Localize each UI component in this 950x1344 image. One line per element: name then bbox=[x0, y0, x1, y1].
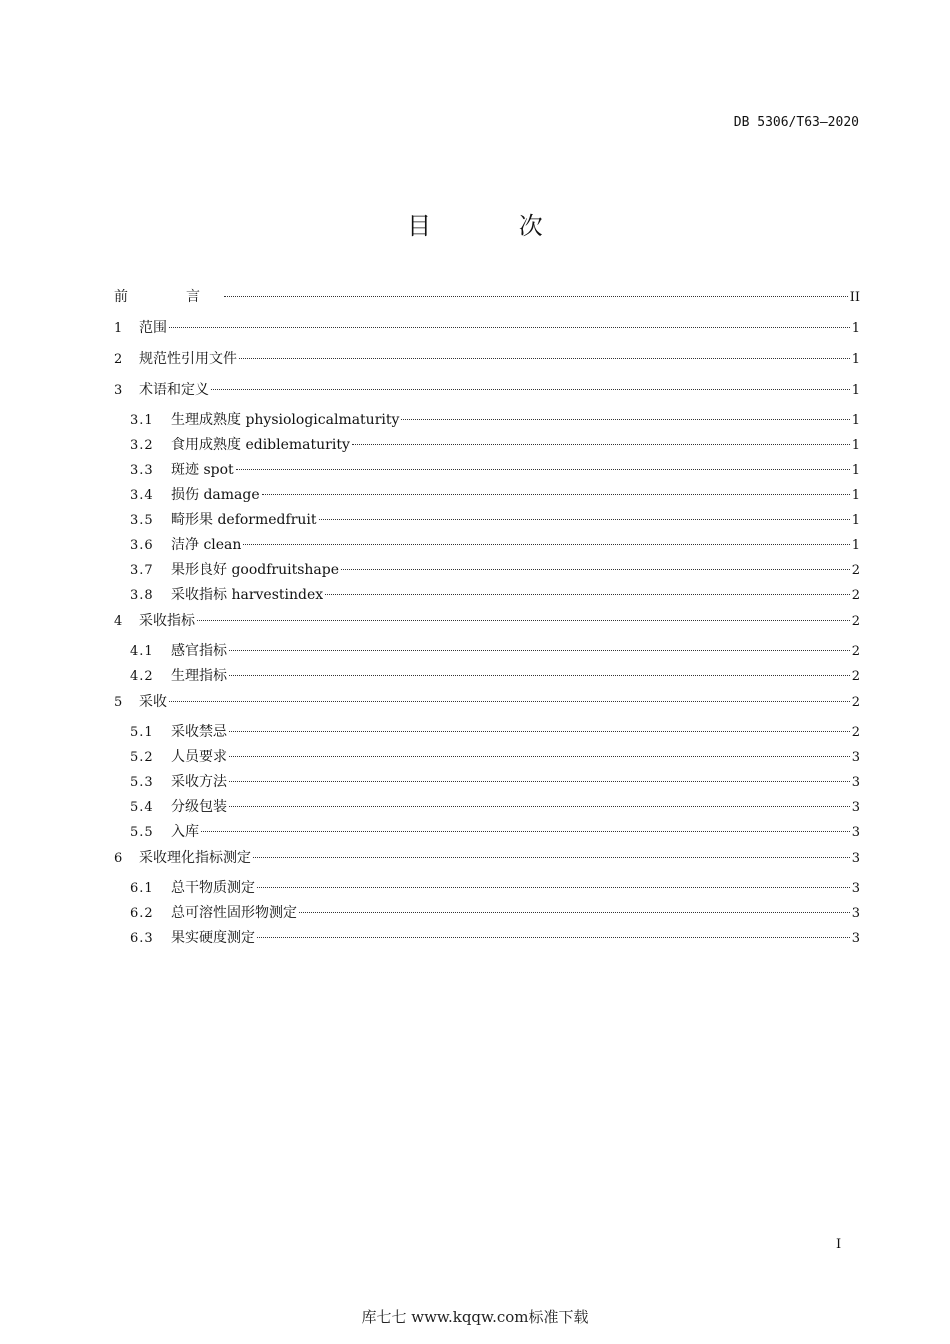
toc-subentry[interactable] bbox=[114, 876, 860, 901]
toc-entry-page: 1 bbox=[851, 413, 860, 428]
toc-entry[interactable] bbox=[114, 284, 860, 315]
toc-leader-dots bbox=[319, 519, 850, 520]
toc-entry-number: 3.7 bbox=[130, 563, 154, 578]
toc-entry-label: 采收 bbox=[139, 694, 167, 710]
toc-entry-number: 3.6 bbox=[130, 538, 154, 553]
toc-subentry[interactable] bbox=[114, 533, 860, 558]
toc-entry-page: 3 bbox=[851, 750, 860, 765]
toc-entry-number: 3 bbox=[114, 383, 123, 398]
toc-leader-dots bbox=[211, 389, 850, 390]
toc-entry-page: 3 bbox=[851, 800, 860, 815]
toc-entry-label: 损伤 damage bbox=[171, 487, 260, 503]
toc-leader-dots bbox=[262, 494, 850, 495]
toc-subentry[interactable] bbox=[114, 508, 860, 533]
toc-entry-label: 人员要求 bbox=[171, 749, 227, 765]
toc-leader-dots bbox=[299, 912, 850, 913]
toc-subentry[interactable] bbox=[114, 483, 860, 508]
toc-entry-page: 2 bbox=[851, 563, 860, 578]
toc-entry-page: 1 bbox=[851, 538, 860, 553]
toc-subentry[interactable] bbox=[114, 558, 860, 583]
toc-subentry[interactable] bbox=[114, 433, 860, 458]
toc-subentry[interactable] bbox=[114, 639, 860, 664]
toc-entry-page: 1 bbox=[851, 321, 860, 336]
toc-entry-label: 采收指标 harvestindex bbox=[171, 587, 324, 603]
toc-leader-dots bbox=[229, 731, 850, 732]
toc-entry-page: II bbox=[849, 290, 860, 305]
toc-entry-number: 6.1 bbox=[130, 881, 154, 896]
toc-entry-number: 3.2 bbox=[130, 438, 154, 453]
toc-entry-label: 感官指标 bbox=[171, 643, 227, 659]
toc-entry-label: 洁净 clean bbox=[171, 537, 242, 553]
toc-subentry[interactable] bbox=[114, 458, 860, 483]
toc-entry-number: 3.3 bbox=[130, 463, 154, 478]
toc-entry-number: 6.3 bbox=[130, 931, 154, 946]
toc-entry-label: 总可溶性固形物测定 bbox=[171, 905, 297, 921]
toc-entry-number: 5 bbox=[114, 695, 123, 710]
toc-leader-dots bbox=[341, 569, 850, 570]
toc-entry-number: 5.1 bbox=[130, 725, 154, 740]
toc-entry[interactable] bbox=[114, 315, 860, 346]
toc-entry-page: 2 bbox=[851, 669, 860, 684]
toc-entry-label: 斑迹 spot bbox=[171, 462, 234, 478]
toc-entry-page: 3 bbox=[851, 775, 860, 790]
toc-entry-label: 采收理化指标测定 bbox=[139, 850, 251, 866]
toc-leader-dots bbox=[224, 296, 848, 297]
toc-entry-label: 前 言 bbox=[114, 289, 222, 305]
toc-entry-number: 3.4 bbox=[130, 488, 154, 503]
toc-leader-dots bbox=[325, 594, 850, 595]
toc-entry-label: 果实硬度测定 bbox=[171, 930, 255, 946]
toc-entry-label: 生理成熟度 physiologicalmaturity bbox=[171, 412, 400, 428]
toc-entry-page: 1 bbox=[851, 513, 860, 528]
toc-leader-dots bbox=[229, 806, 850, 807]
toc-entry-number: 4 bbox=[114, 614, 123, 629]
toc-entry-label: 采收禁忌 bbox=[171, 724, 227, 740]
toc-leader-dots bbox=[169, 701, 850, 702]
toc-entry-number: 3.8 bbox=[130, 588, 154, 603]
toc-leader-dots bbox=[243, 544, 849, 545]
toc-leader-dots bbox=[253, 857, 850, 858]
toc-subentry[interactable] bbox=[114, 408, 860, 433]
toc-entry[interactable] bbox=[114, 346, 860, 377]
toc-entry[interactable] bbox=[114, 845, 860, 876]
toc-entry-label: 术语和定义 bbox=[139, 382, 209, 398]
toc-entry-page: 1 bbox=[851, 352, 860, 367]
toc-entry-label: 范围 bbox=[139, 320, 167, 336]
toc-entry-label: 采收方法 bbox=[171, 774, 227, 790]
toc-entry-label: 采收指标 bbox=[139, 613, 195, 629]
toc-subentry[interactable] bbox=[114, 664, 860, 689]
toc-entry-page: 1 bbox=[851, 488, 860, 503]
toc-leader-dots bbox=[236, 469, 850, 470]
toc-entry-page: 1 bbox=[851, 383, 860, 398]
toc-entry[interactable] bbox=[114, 608, 860, 639]
toc-entry-number: 5.3 bbox=[130, 775, 154, 790]
toc-entry[interactable] bbox=[114, 377, 860, 408]
toc-subentry[interactable] bbox=[114, 795, 860, 820]
toc-entry-number: 1 bbox=[114, 321, 123, 336]
page-title: 目 次 bbox=[407, 212, 583, 240]
toc-entry-label: 畸形果 deformedfruit bbox=[171, 512, 317, 528]
toc-leader-dots bbox=[229, 756, 850, 757]
toc-entry-number: 5.5 bbox=[130, 825, 154, 840]
toc-entry-label: 生理指标 bbox=[171, 668, 227, 684]
toc-subentry[interactable] bbox=[114, 745, 860, 770]
toc-entry-page: 3 bbox=[851, 881, 860, 896]
toc-leader-dots bbox=[229, 675, 850, 676]
toc-leader-dots bbox=[352, 444, 850, 445]
toc-leader-dots bbox=[239, 358, 850, 359]
document-code: DB 5306/T63—2020 bbox=[733, 115, 859, 130]
toc-leader-dots bbox=[197, 620, 850, 621]
toc-entry-number: 6.2 bbox=[130, 906, 154, 921]
toc-entry-page: 2 bbox=[851, 614, 860, 629]
toc-entry[interactable] bbox=[114, 689, 860, 720]
toc-entry-page: 2 bbox=[851, 695, 860, 710]
toc-entry-page: 2 bbox=[851, 725, 860, 740]
toc-entry-number: 6 bbox=[114, 851, 123, 866]
toc-entry-label: 总干物质测定 bbox=[171, 880, 255, 896]
toc-leader-dots bbox=[201, 831, 850, 832]
toc-entry-page: 3 bbox=[851, 851, 860, 866]
toc-entry-page: 2 bbox=[851, 644, 860, 659]
toc-entry-number: 3.1 bbox=[130, 413, 154, 428]
toc-entry-number: 5.2 bbox=[130, 750, 154, 765]
toc-entry-label: 果形良好 goodfruitshape bbox=[171, 562, 340, 578]
toc-entry-number: 5.4 bbox=[130, 800, 154, 815]
toc-leader-dots bbox=[257, 937, 850, 938]
toc-leader-dots bbox=[401, 419, 849, 420]
toc-entry-number: 4.2 bbox=[130, 669, 154, 684]
table-of-contents bbox=[114, 284, 860, 951]
toc-entry-number: 3.5 bbox=[130, 513, 154, 528]
toc-entry-number: 2 bbox=[114, 352, 123, 367]
toc-entry-label: 入库 bbox=[171, 824, 199, 840]
toc-subentry[interactable] bbox=[114, 926, 860, 951]
toc-entry-page: 3 bbox=[851, 931, 860, 946]
toc-entry-label: 规范性引用文件 bbox=[139, 351, 237, 367]
watermark-text: 库七七 www.kqqw.com标准下载 bbox=[361, 1308, 589, 1326]
toc-subentry[interactable] bbox=[114, 583, 860, 608]
toc-subentry[interactable] bbox=[114, 720, 860, 745]
toc-leader-dots bbox=[257, 887, 850, 888]
toc-subentry[interactable] bbox=[114, 770, 860, 795]
toc-leader-dots bbox=[169, 327, 850, 328]
toc-entry-label: 食用成熟度 ediblematurity bbox=[171, 437, 350, 453]
toc-entry-number: 4.1 bbox=[130, 644, 154, 659]
toc-entry-page: 1 bbox=[851, 438, 860, 453]
toc-subentry[interactable] bbox=[114, 901, 860, 926]
toc-entry-page: 2 bbox=[851, 588, 860, 603]
toc-leader-dots bbox=[229, 781, 850, 782]
toc-subentry[interactable] bbox=[114, 820, 860, 845]
toc-leader-dots bbox=[229, 650, 850, 651]
toc-entry-label: 分级包装 bbox=[171, 799, 227, 815]
page-number: I bbox=[836, 1237, 842, 1252]
toc-entry-page: 1 bbox=[851, 463, 860, 478]
toc-entry-page: 3 bbox=[851, 825, 860, 840]
toc-entry-page: 3 bbox=[851, 906, 860, 921]
